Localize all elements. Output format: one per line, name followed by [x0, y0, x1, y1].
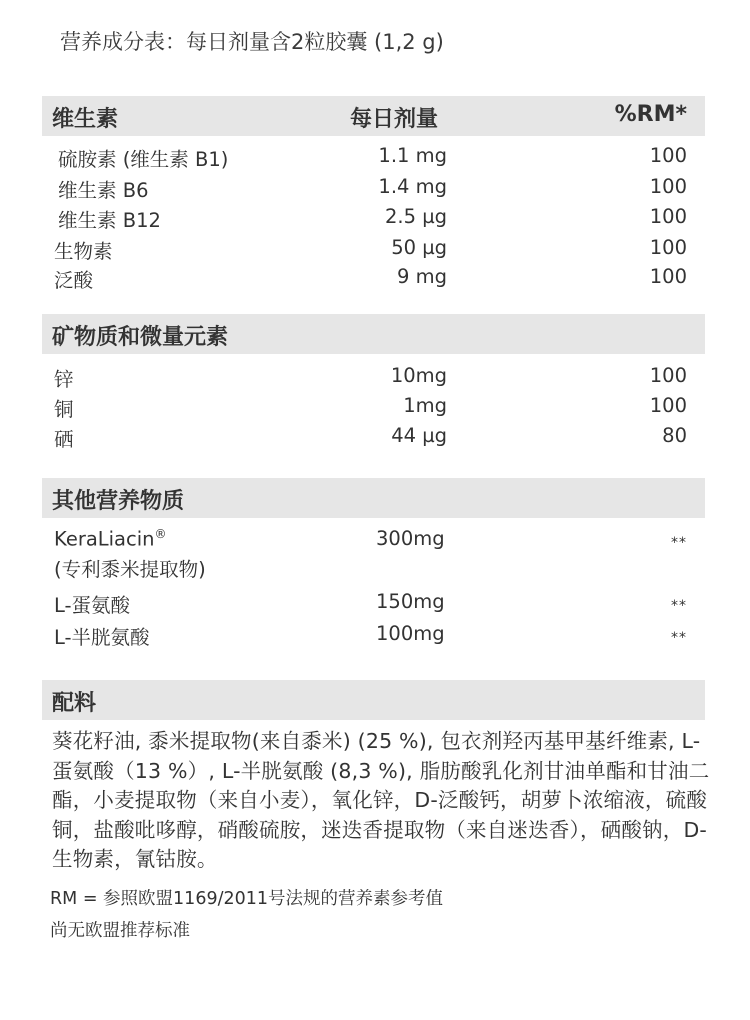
- no-eu-recommendation-footnote: 尚无欧盟推荐标准: [50, 921, 190, 941]
- nutrient-name: 维生素 B6: [58, 179, 149, 202]
- nutrient-rm: 100: [649, 205, 687, 228]
- nutrient-rm: 100: [649, 394, 687, 417]
- other-nutrients-header-band: [42, 478, 705, 518]
- table-row: [0, 527, 750, 583]
- ingredients-text: 葵花籽油, 黍米提取物(来自黍米) (25 %), 包衣剂羟丙基甲基纤维素, L-蛋氨酸（13 %）, L-半胱氨酸 (8,3 %), 脂肪酸乳化剂甘油单酯和甘油二酯，小麦提取物（来自小麦），氧化锌，D-泛酸钙，胡萝卜浓缩液，硫酸铜，盐酸吡哆醇，硝酸硫胺，迷迭香提取物（来自迷迭香），硒酸钠，D-生物素，氰钴胺。: [52, 729, 710, 871]
- nutrient-dose: 100mg: [376, 622, 445, 645]
- table-row: [0, 236, 750, 266]
- nutrient-dose: 1.1 mg: [378, 144, 447, 167]
- nutrient-dose: 9 mg: [397, 265, 447, 288]
- vitamins-header-band: [42, 96, 705, 136]
- nutrient-dose: 2.5 µg: [385, 205, 447, 228]
- minerals-header-band: [42, 314, 705, 354]
- nutrient-dose: 150mg: [376, 590, 445, 613]
- nutrient-name: 铜: [54, 398, 74, 421]
- nutrient-rm: 100: [649, 364, 687, 387]
- nutrient-name: 维生素 B12: [58, 209, 161, 232]
- nutrient-dose: 300mg: [376, 527, 445, 550]
- nutrient-dose: 44 µg: [391, 424, 447, 447]
- page-title: 营养成分表：每日剂量含2粒胶囊 (1,2 g): [60, 30, 444, 54]
- nutrient-rm: **: [671, 630, 687, 646]
- nutrient-name: 锌: [54, 368, 74, 391]
- nutrient-name: 生物素: [54, 240, 113, 263]
- nutrient-name: 硫胺素 (维生素 B1): [58, 148, 229, 171]
- nutrient-dose: 50 µg: [391, 236, 447, 259]
- nutrient-dose: 1.4 mg: [378, 175, 447, 198]
- nutrient-name: 泛酸: [54, 269, 94, 292]
- nutrient-dose: 10mg: [390, 364, 447, 387]
- minerals-heading: 矿物质和微量元素: [52, 325, 229, 350]
- table-row: [0, 265, 750, 295]
- nutrient-name: 硒: [54, 428, 74, 451]
- nutrient-name-text: KeraLiacin: [54, 527, 155, 551]
- table-row: [0, 364, 750, 394]
- registered-mark: ®: [154, 527, 167, 541]
- rm-footnote: RM = 参照欧盟1169/2011号法规的营养素参考值: [50, 889, 444, 909]
- nutrient-name: [54, 527, 167, 551]
- table-row: [0, 144, 750, 174]
- nutrient-name: L-半胱氨酸: [54, 626, 150, 649]
- ingredients-header-band: [42, 680, 705, 720]
- table-row: [0, 590, 750, 620]
- ingredients-heading: 配料: [52, 691, 97, 716]
- nutrient-name-secondary: (专利黍米提取物): [54, 558, 206, 581]
- rm-column-header: %RM*: [614, 102, 687, 127]
- table-row: [0, 175, 750, 205]
- nutrient-rm: 100: [649, 144, 687, 167]
- nutrient-rm: 100: [649, 265, 687, 288]
- nutrient-rm: **: [671, 535, 687, 551]
- table-row: [0, 394, 750, 424]
- table-row: [0, 424, 750, 454]
- nutrient-name: L-蛋氨酸: [54, 594, 131, 617]
- table-row: [0, 622, 750, 652]
- other-nutrients-heading: 其他营养物质: [52, 489, 185, 514]
- daily-dose-column-header: 每日剂量: [350, 107, 439, 132]
- nutrient-rm: 100: [649, 236, 687, 259]
- table-row: [0, 205, 750, 235]
- nutrient-dose: 1mg: [403, 394, 447, 417]
- nutrient-rm: **: [671, 598, 687, 614]
- nutrient-rm: 100: [649, 175, 687, 198]
- vitamins-heading: 维生素: [52, 107, 119, 132]
- nutrient-rm: 80: [662, 424, 687, 447]
